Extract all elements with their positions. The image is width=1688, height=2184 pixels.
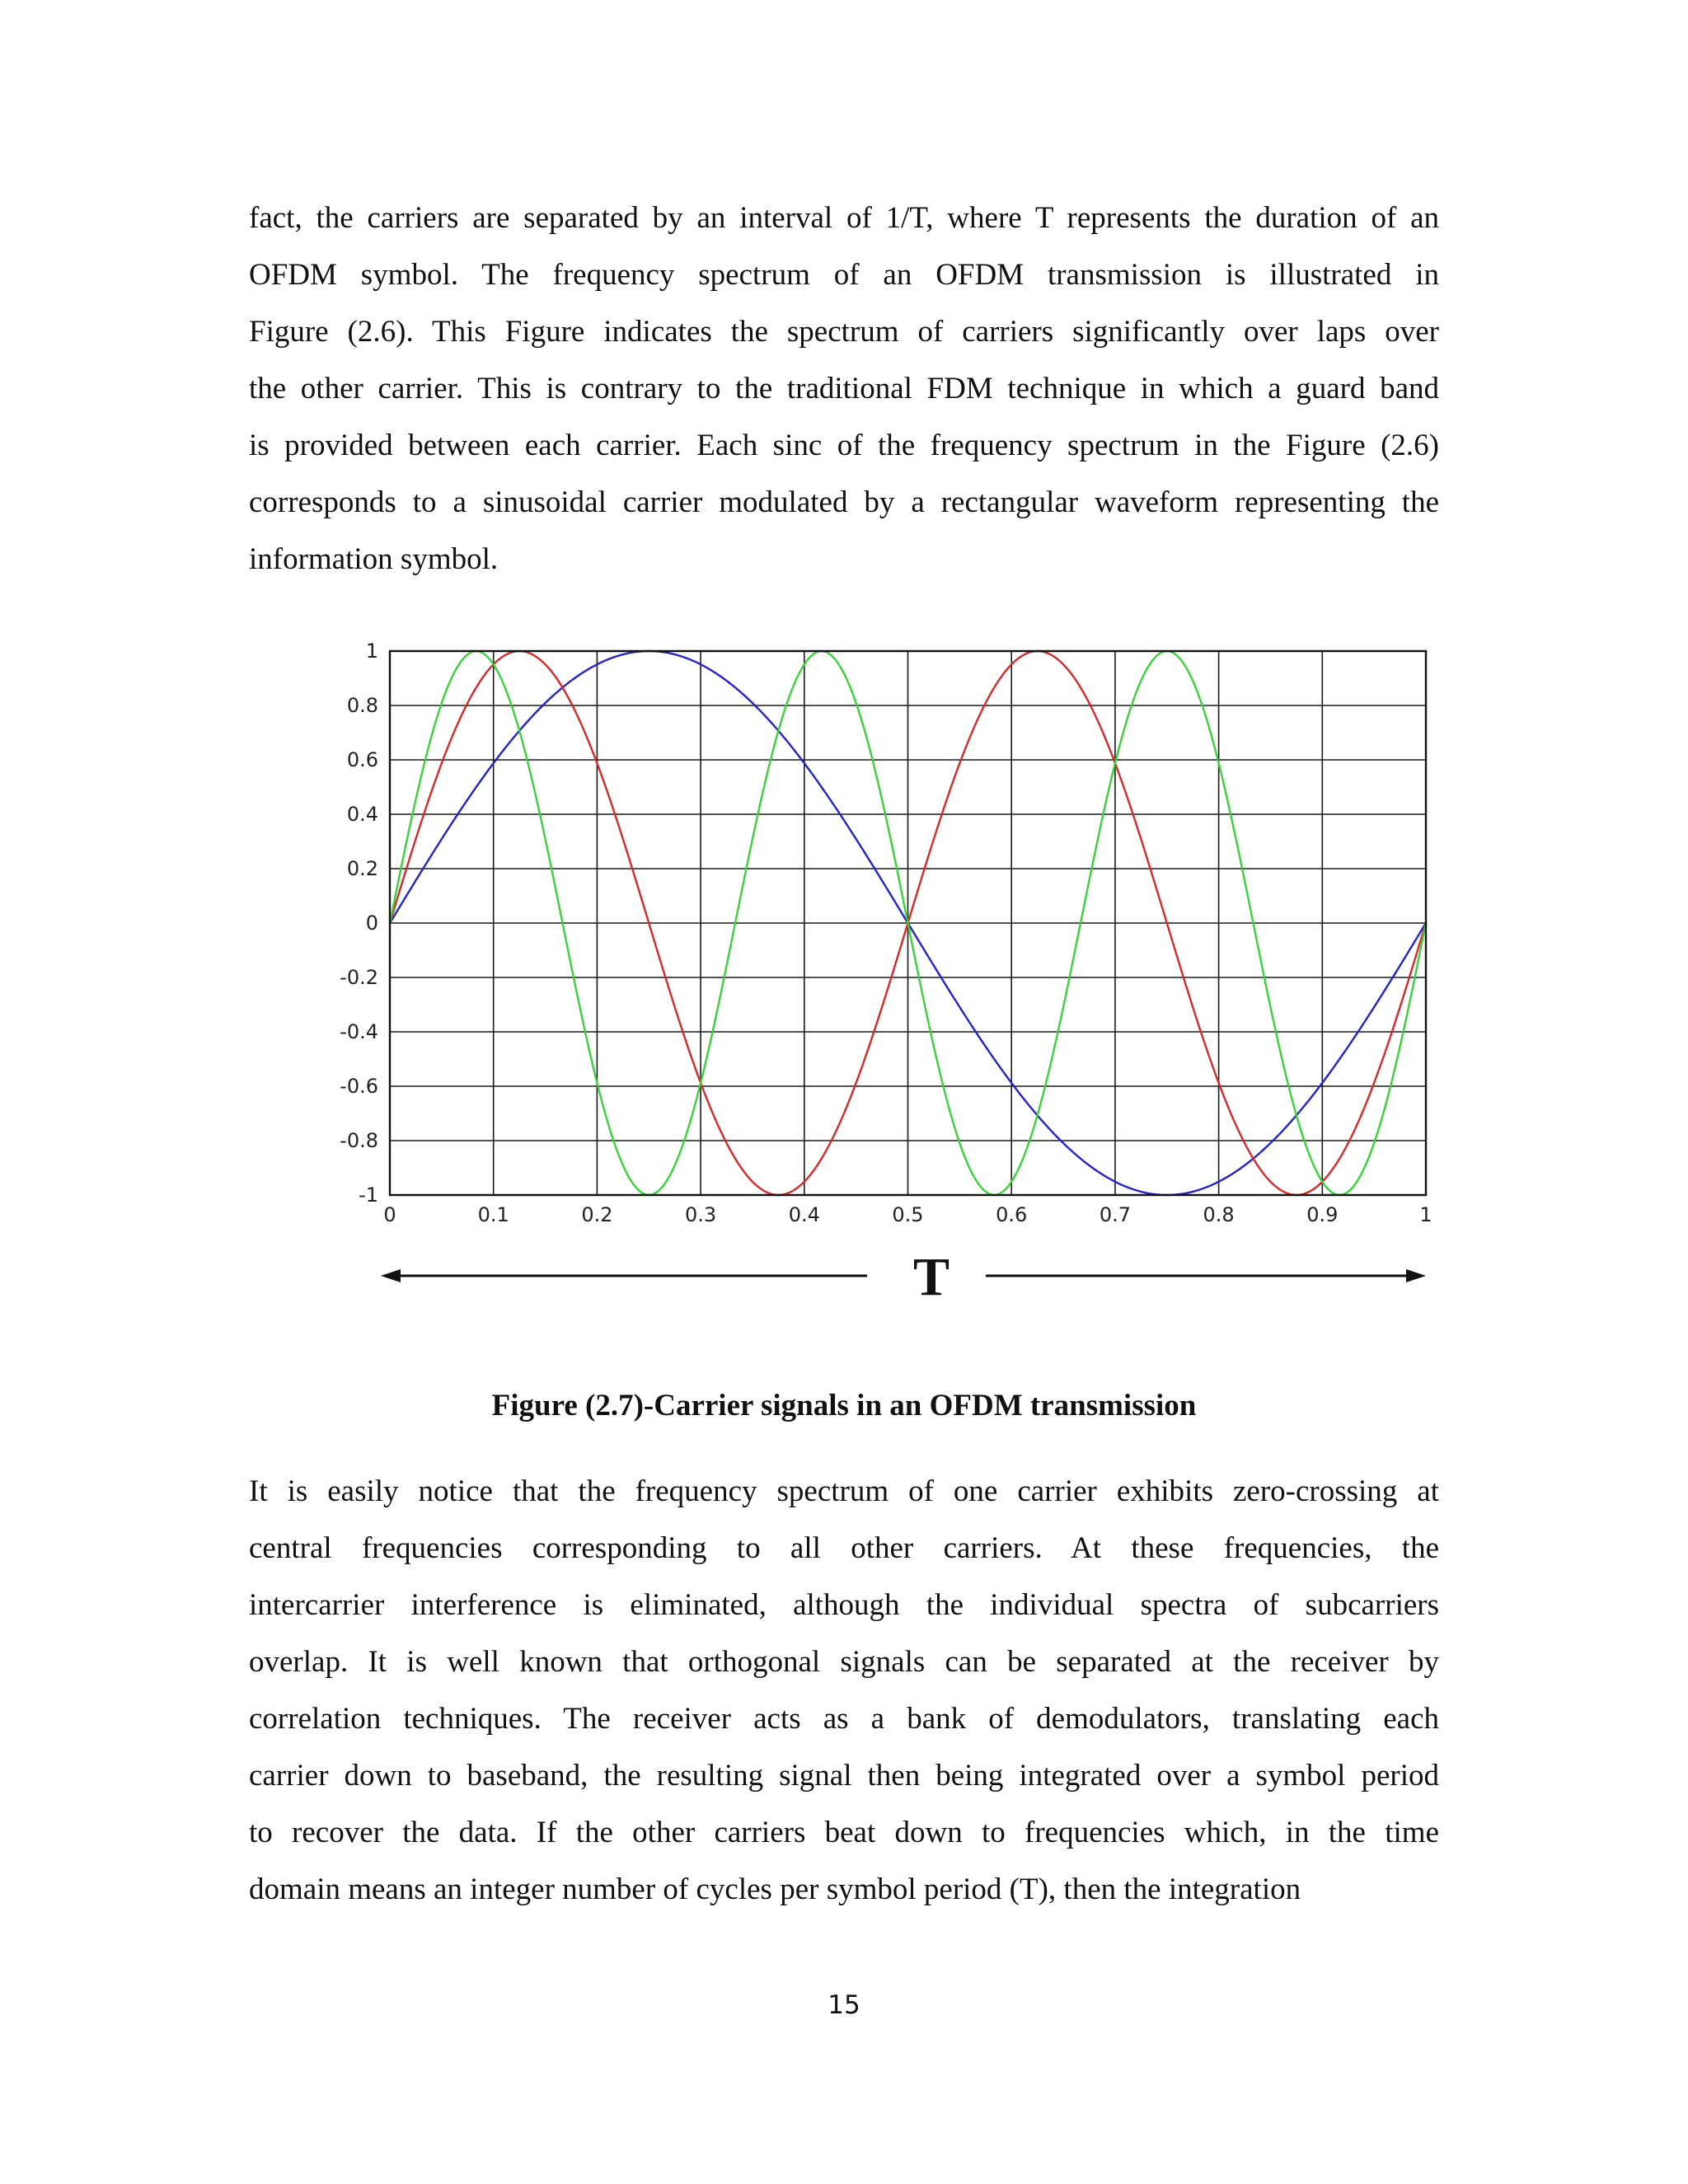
x-tick-label: 0.5: [892, 1203, 924, 1226]
page-number: 15: [828, 1990, 860, 2020]
period-arrow-left-head: [381, 1269, 401, 1282]
paragraph-bottom: [249, 1463, 1439, 1918]
y-tick-label: -0.6: [340, 1075, 378, 1098]
text-line: It is easily notice that the frequency spectrum of one carrier exhibits zero-crossing at: [249, 1474, 1439, 1508]
x-tick-label: 0.3: [685, 1203, 717, 1226]
text-line: corresponds to a sinusoidal carrier modulated by a rectangular waveform representing the: [249, 485, 1439, 519]
text-line: OFDM symbol. The frequency spectrum of an OFDM transmission is illustrated in: [249, 258, 1439, 292]
x-tick-label: 0.8: [1203, 1203, 1235, 1226]
x-tick-label: 0.2: [581, 1203, 613, 1226]
y-tick-label: -0.8: [340, 1129, 378, 1152]
x-tick-label: 0.1: [477, 1203, 509, 1226]
y-tick-label: -0.2: [340, 966, 378, 989]
text-line: central frequencies corresponding to all other carriers. At these frequencies, the: [249, 1531, 1439, 1565]
chart-tick-labels: [340, 640, 1432, 1226]
x-tick-label: 0.6: [996, 1203, 1028, 1226]
y-tick-label: 0.2: [346, 857, 378, 880]
y-tick-label: 0: [365, 912, 378, 935]
x-tick-label: 1: [1419, 1203, 1432, 1226]
x-tick-label: 0.7: [1099, 1203, 1131, 1226]
x-tick-label: 0: [383, 1203, 396, 1226]
text-line: Figure (2.6). This Figure indicates the spectrum of carriers significantly over laps over: [249, 315, 1439, 349]
text-line: intercarrier interference is eliminated, although the individual spectra of subcarriers: [249, 1588, 1439, 1622]
text-line: to recover the data. If the other carriers beat down to frequencies which, in the time: [249, 1816, 1439, 1849]
text-line: information symbol.: [249, 542, 499, 576]
y-tick-label: 0.4: [346, 803, 378, 826]
y-tick-label: -1: [359, 1183, 378, 1207]
period-arrow: [381, 1247, 1426, 1307]
period-arrow-right-head: [1406, 1269, 1426, 1282]
period-label: T: [912, 1247, 950, 1307]
text-line: correlation techniques. The receiver acts as a bank of demodulators, translating each: [249, 1702, 1439, 1736]
carrier-signals-chart: [313, 635, 1451, 1319]
x-tick-label: 0.4: [788, 1203, 820, 1226]
figure-caption: Figure (2.7)-Carrier signals in an OFDM transmission: [491, 1389, 1197, 1422]
y-tick-label: -0.4: [340, 1020, 378, 1043]
text-line: is provided between each carrier. Each sinc of the frequency spectrum in the Figure (2.6): [249, 429, 1439, 462]
y-tick-label: 0.8: [346, 694, 378, 717]
text-line: domain means an integer number of cycles per symbol period (T), then the integration: [249, 1872, 1301, 1906]
y-tick-label: 0.6: [346, 748, 378, 771]
text-line: the other carrier. This is contrary to the traditional FDM technique in which a guard band: [249, 372, 1439, 405]
text-line: overlap. It is well known that orthogonal signals can be separated at the receiver by: [249, 1645, 1439, 1679]
x-tick-label: 0.9: [1306, 1203, 1339, 1226]
y-tick-label: 1: [365, 640, 378, 663]
text-line: fact, the carriers are separated by an interval of 1/T, where T represents the duration of an: [249, 201, 1439, 235]
text-line: carrier down to baseband, the resulting signal then being integrated over a symbol period: [249, 1759, 1439, 1793]
paragraph-top: [249, 190, 1439, 588]
